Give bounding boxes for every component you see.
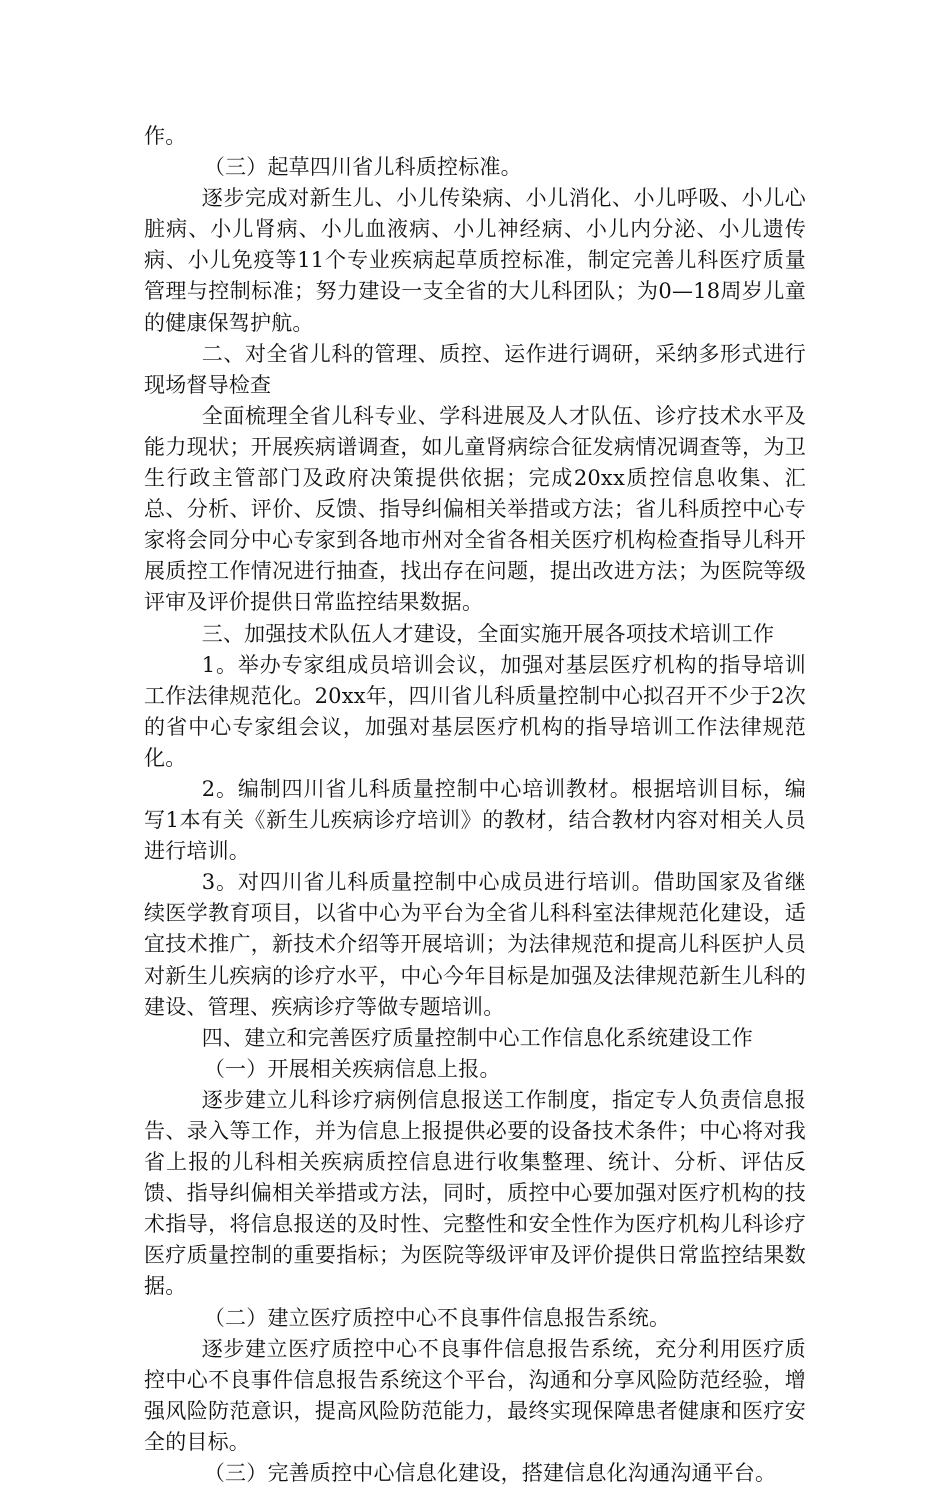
heading-section-four: 四、建立和完善医疗质量控制中心工作信息化系统建设工作 xyxy=(201,1025,753,1050)
paragraph-disease-reporting: 逐步建立儿科诊疗病例信息报送工作制度，指定专人负责信息报告、录入等工作，并为信息上报提供必要的设备技术条件；中心将对我省上报的儿科相关疾病质控信息进行收集整理、统计、分析、评估反馈、指导纠偏相关举措或方法，同时，质控中心要加强对医疗机构的技术指导，将信息报送的及时性、完整性和安全性作为医疗机构儿科诊疗医疗质量控制的重要指标；为医院等级评审及评价提供日常监控结果数据。 xyxy=(144,1087,806,1299)
paragraph-training-1: 1。举办专家组成员培训会议，加强对基层医疗机构的指导培训工作法律规范化。20xx年，四川省儿科质量控制中心拟召开不少于2次的省中心专家组会议，加强对基层医疗机构的指导培训工作法律规范化。 xyxy=(144,652,806,770)
subheading-draft-standards: （三）起草四川省儿科质控标准。 xyxy=(203,155,522,180)
paragraph-continuation: 作。 xyxy=(144,124,187,148)
subheading-disease-reporting: （一）开展相关疾病信息上报。 xyxy=(203,1056,501,1081)
paragraph-adverse-events: 逐步建立医疗质控中心不良事件信息报告系统，充分利用医疗质控中心不良事件信息报告系统这个平台，沟通和分享风险防范经验，增强风险防范意识，提高风险防范能力，最终实现保障患者健康和医疗安全的目标。 xyxy=(144,1336,806,1454)
paragraph-training-2: 2。编制四川省儿科质量控制中心培训教材。根据培训目标，编写1本有关《新生儿疾病诊疗培训》的教材，结合教材内容对相关人员进行培训。 xyxy=(144,776,806,864)
subheading-informatization: （三）完善质控中心信息化建设，搭建信息化沟通沟通平台。 xyxy=(203,1461,777,1486)
paragraph-training-3: 3。对四川省儿科质量控制中心成员进行培训。借助国家及省继续医学教育项目，以省中心为平台为全省儿科科室法律规范化建设，适宜技术推广，新技术介绍等开展培训；为法律规范和提高儿科医护人员对新生儿疾病的诊疗水平，中心今年目标是加强及法律规范新生儿科的建设、管理、疾病诊疗等做专题培训。 xyxy=(144,870,806,1019)
heading-section-two: 二、对全省儿科的管理、质控、运作进行调研，采纳多形式进行现场督导检查 xyxy=(144,341,806,397)
subheading-adverse-events: （二）建立医疗质控中心不良事件信息报告系统。 xyxy=(203,1305,671,1330)
paragraph-survey: 全面梳理全省儿科专业、学科进展及人才队伍、诊疗技术水平及能力现状；开展疾病谱调查，如儿童肾病综合征发病情况调查等，为卫生行政主管部门及政府决策提供依据；完成20xx质控信息收集、汇总、分析、评价、反馈、指导纠偏相关举措或方法；省儿科质控中心专家将会同分中心专家到各地市州对全省各相关医疗机构检查指导儿科开展质控工作情况进行抽查，找出存在问题，提出改进方法；为医院等级评审及评价提供日常监控结果数据。 xyxy=(144,403,806,615)
paragraph-standards: 逐步完成对新生儿、小儿传染病、小儿消化、小儿呼吸、小儿心脏病、小儿肾病、小儿血液病、小儿神经病、小儿内分泌、小儿遗传病、小儿免疫等11个专业疾病起草质控标准，制定完善儿科医疗质量管理与控制标准；努力建设一支全省的大儿科团队；为0—18周岁儿童的健康保驾护航。 xyxy=(144,186,806,335)
document-body xyxy=(144,121,806,1489)
heading-section-three: 三、加强技术队伍人才建设，全面实施开展各项技术培训工作 xyxy=(201,621,775,646)
